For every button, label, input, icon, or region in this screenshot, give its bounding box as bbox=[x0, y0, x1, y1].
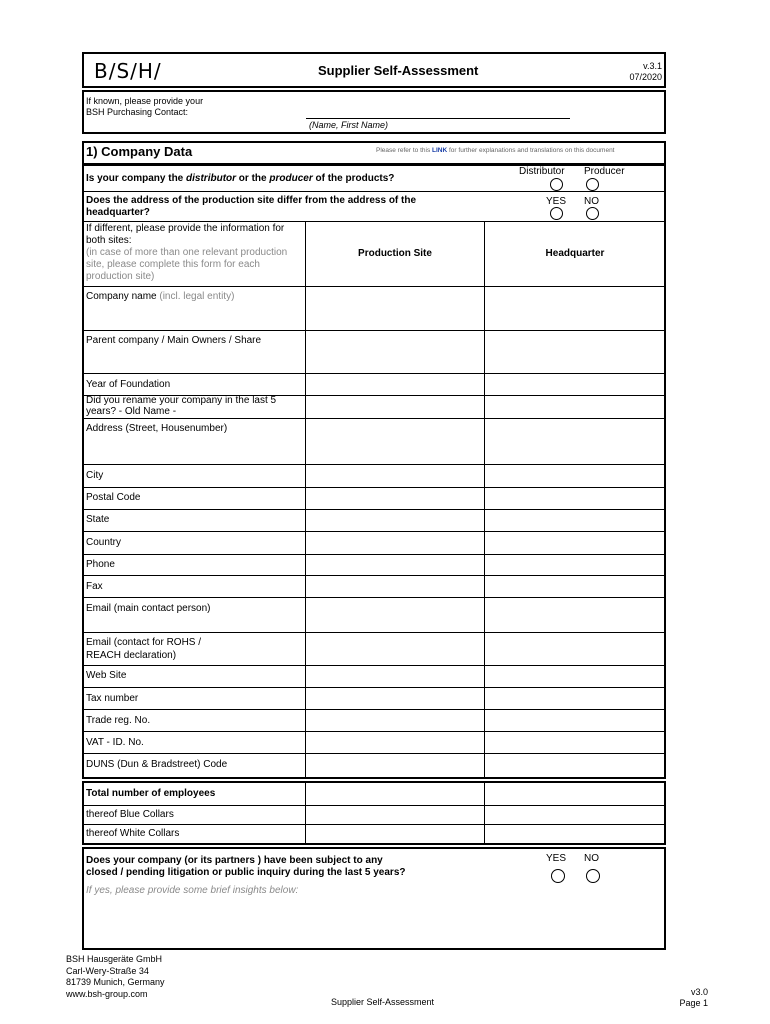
footer-street: Carl-Wery-Straße 34 bbox=[66, 965, 149, 976]
label-total-employees: Total number of employees bbox=[86, 788, 216, 799]
col-production-site: Production Site bbox=[358, 248, 432, 259]
q-role-suffix: of the products? bbox=[312, 173, 395, 184]
section-title: 1) Company Data bbox=[86, 144, 193, 159]
row-line bbox=[83, 632, 665, 633]
label-blue-collars: thereof Blue Collars bbox=[86, 809, 174, 820]
section-note bbox=[376, 147, 615, 154]
distributor-radio[interactable] bbox=[550, 178, 563, 191]
row-line bbox=[83, 753, 665, 754]
contact-hint: (Name, First Name) bbox=[309, 120, 389, 130]
contact-label-1: If known, please provide your bbox=[86, 96, 204, 106]
label-state: State bbox=[86, 514, 110, 525]
label-parent: Parent company / Main Owners / Share bbox=[86, 335, 262, 346]
company-name-hq-input[interactable] bbox=[485, 287, 665, 330]
sites-intro-2: both sites: bbox=[86, 235, 132, 246]
form-title: Supplier Self-Assessment bbox=[318, 63, 479, 78]
contact-label-2: BSH Purchasing Contact: bbox=[86, 107, 189, 117]
row-line bbox=[83, 330, 665, 331]
label-email-main: Email (main contact person) bbox=[86, 603, 211, 614]
litigation-no-label: NO bbox=[584, 853, 599, 864]
sites-intro-1: If different, please provide the information for bbox=[86, 223, 285, 234]
row-line bbox=[83, 509, 665, 510]
company-name-hint: (incl. legal entity) bbox=[159, 291, 235, 302]
q-role-distributor: distributor bbox=[186, 173, 237, 184]
label-email-rohs-1: Email (contact for ROHS / bbox=[86, 637, 202, 648]
footer-company: BSH Hausgeräte GmbH bbox=[66, 954, 163, 964]
row-line bbox=[83, 665, 665, 666]
sites-intro bbox=[86, 223, 287, 283]
address-no-radio[interactable] bbox=[586, 207, 599, 220]
q-role-producer: producer bbox=[269, 173, 313, 184]
opt-distributor-label: Distributor bbox=[519, 166, 565, 177]
litigation-yes-radio[interactable] bbox=[551, 869, 565, 883]
label-fax: Fax bbox=[86, 581, 103, 592]
litigation-q-1: Does your company (or its partners ) have been subject to any bbox=[86, 855, 383, 866]
opt-producer-label: Producer bbox=[584, 166, 625, 177]
footer-web: www.bsh-group.com bbox=[66, 988, 148, 999]
litigation-hint: If yes, please provide some brief insights below: bbox=[86, 885, 299, 896]
row-line bbox=[83, 575, 665, 576]
row-line bbox=[83, 824, 665, 825]
row-line bbox=[83, 731, 665, 732]
label-tax: Tax number bbox=[86, 693, 139, 704]
litigation-no-radio[interactable] bbox=[586, 869, 600, 883]
label-duns: DUNS (Dun & Bradstreet) Code bbox=[86, 759, 228, 770]
address-yes-radio[interactable] bbox=[550, 207, 563, 220]
form-date: 07/2020 bbox=[629, 72, 662, 82]
q-role bbox=[86, 173, 394, 184]
divider bbox=[83, 221, 665, 222]
q-address-1: Does the address of the production site differ from the address of the bbox=[86, 195, 417, 206]
row-line bbox=[83, 554, 665, 555]
footer-center: Supplier Self-Assessment bbox=[331, 997, 435, 1007]
section-note-prefix: Please refer to this bbox=[376, 147, 431, 154]
contact-input-line[interactable] bbox=[306, 118, 570, 119]
sites-intro-5: production site) bbox=[86, 271, 155, 282]
section-note-suffix: for further explanations and translations on this document bbox=[449, 147, 615, 154]
label-rename-1: Did you rename your company in the last 5 bbox=[86, 395, 277, 406]
label-foundation: Year of Foundation bbox=[86, 379, 171, 390]
row-line bbox=[83, 373, 665, 374]
footer-page: Page 1 bbox=[679, 998, 708, 1008]
sites-intro-4: site, please complete this form for each bbox=[86, 259, 260, 270]
label-company-name bbox=[86, 291, 234, 303]
label-website: Web Site bbox=[86, 670, 127, 681]
divider bbox=[83, 191, 665, 192]
col-divider-1 bbox=[305, 782, 306, 844]
label-vat: VAT - ID. No. bbox=[86, 737, 144, 748]
label-email-rohs-2: REACH declaration) bbox=[86, 650, 177, 661]
label-phone: Phone bbox=[86, 559, 115, 570]
row-line bbox=[83, 597, 665, 598]
row-line bbox=[83, 464, 665, 465]
footer-version: v3.0 bbox=[690, 987, 708, 997]
company-name-text: Company name bbox=[86, 291, 160, 302]
explanations-link[interactable]: LINK bbox=[432, 147, 448, 154]
label-trade: Trade reg. No. bbox=[86, 715, 151, 726]
label-white-collars: thereof White Collars bbox=[86, 828, 180, 839]
litigation-yes-label: YES bbox=[546, 853, 567, 864]
label-country: Country bbox=[86, 537, 122, 548]
litigation-q-2: closed / pending litigation or public inquiry during the last 5 years? bbox=[86, 867, 406, 878]
form-version: v.3.1 bbox=[643, 61, 662, 71]
row-line bbox=[83, 418, 665, 419]
litigation-insights-input[interactable] bbox=[84, 899, 664, 948]
company-name-production-input[interactable] bbox=[306, 287, 484, 330]
sites-intro-3: (in case of more than one relevant production bbox=[86, 247, 288, 258]
footer-city: 81739 Munich, Germany bbox=[66, 977, 165, 987]
footer-address bbox=[66, 954, 165, 1000]
q-address-2: headquarter? bbox=[86, 207, 150, 218]
col-headquarter: Headquarter bbox=[545, 248, 605, 259]
row-line bbox=[83, 709, 665, 710]
q-role-prefix: Is your company the bbox=[86, 173, 187, 184]
label-address: Address (Street, Housenumber) bbox=[86, 423, 228, 434]
row-line bbox=[83, 487, 665, 488]
opt-no-label: NO bbox=[584, 196, 599, 207]
row-line bbox=[83, 687, 665, 688]
producer-radio[interactable] bbox=[586, 178, 599, 191]
row-line bbox=[83, 531, 665, 532]
opt-yes-label: YES bbox=[546, 196, 567, 207]
row-line bbox=[83, 805, 665, 806]
q-role-mid: or the bbox=[236, 173, 270, 184]
label-postal: Postal Code bbox=[86, 492, 141, 503]
label-city: City bbox=[86, 470, 104, 481]
label-rename-2: years? - Old Name - bbox=[86, 406, 177, 417]
col-divider-2 bbox=[484, 782, 485, 844]
bsh-logo: B/S/H/ bbox=[94, 59, 162, 83]
